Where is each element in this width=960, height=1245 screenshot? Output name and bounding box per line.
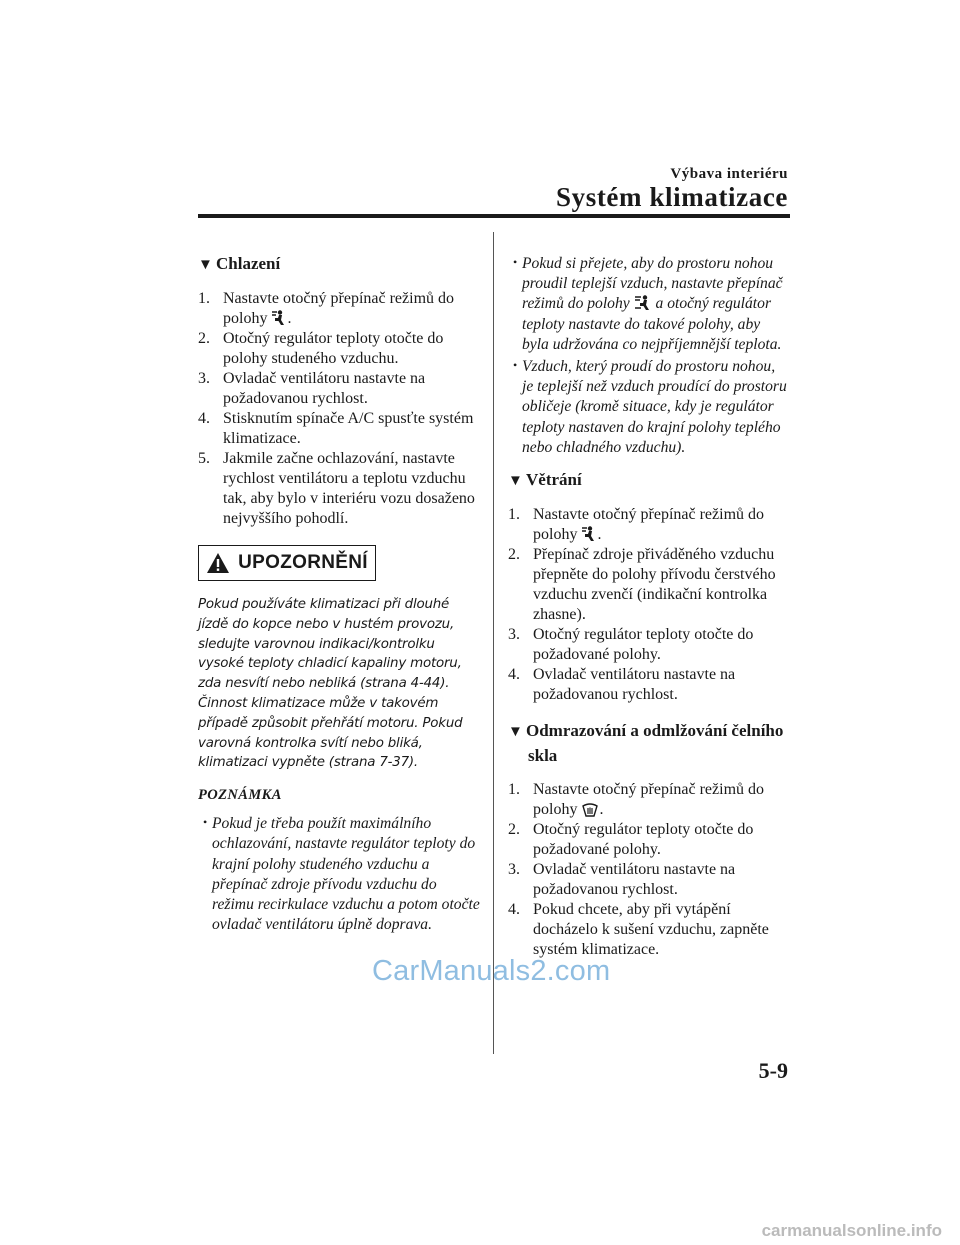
note-list-continued [508,252,790,458]
step-number: 3. [198,370,210,387]
left-column [198,252,480,935]
right-column [508,252,790,974]
section-name: Výbava interiéru [670,166,788,182]
subheading-text: Větrání [526,470,582,490]
step-text: Stisknutím spínače A/C spusťte systém klimatizace. [223,410,474,447]
step-number: 4. [508,901,520,919]
page-number: 5-9 [758,1058,788,1083]
cooling-steps [198,289,480,529]
step-text: . [287,310,292,327]
list-item [508,860,790,900]
step-text: Nastavte otočný přepínač režimů do polohy [533,506,765,544]
list-item [508,780,790,820]
step-text: Pokud chcete, aby při vytápění docházelo k sušení vzduchu, zapněte systém klimatizace. [533,901,769,959]
step-text: Ovladač ventilátoru nastavte na požadovanou rychlost. [223,370,426,407]
step-number: 1. [198,290,210,307]
warning-box [198,545,376,581]
step-number: 1. [508,781,520,799]
face-vent-mode-icon [272,310,286,326]
step-number: 5. [198,450,210,467]
list-item [508,900,790,960]
list-item [198,449,480,529]
step-text: . [597,526,602,544]
face-vent-mode-icon [582,526,596,542]
triangle-marker-icon: ▼ [508,724,523,741]
subheading-defrost [508,719,790,768]
footer-watermark: carmanualsonline.info [761,1221,942,1240]
step-text: Otočný regulátor teploty otočte do polohy studeného vzduchu. [223,330,444,367]
triangle-marker-icon: ▼ [198,257,213,273]
list-item [198,369,480,409]
step-number: 3. [508,861,520,879]
step-number: 4. [508,666,520,684]
step-text: Otočný regulátor teploty otočte do požadované polohy. [533,821,754,859]
list-item [508,820,790,860]
warning-label: UPOZORNĚNÍ [238,552,368,573]
bi-level-mode-icon [635,295,651,311]
list-item [508,625,790,665]
bullet-icon: • [513,358,518,373]
warning-icon [206,552,230,574]
step-number: 3. [508,626,520,644]
list-item [508,665,790,705]
step-number: 2. [198,330,210,347]
subheading-ventilation [508,468,790,493]
step-text: Nastavte otočný přepínač režimů do polohy [223,290,455,327]
list-item [198,812,480,935]
subheading-text: Odmrazování a odmlžování čelního skla [526,721,784,766]
list-item [508,505,790,545]
subheading-cooling [198,252,480,277]
step-number: 2. [508,821,520,839]
step-text: Ovladač ventilátoru nastavte na požadovanou rychlost. [533,666,736,704]
note-list [198,812,480,935]
list-item [508,545,790,625]
note-text: Vzduch, který proudí do prostoru nohou, je teplejší než vzduch proudící do prostoru obličeje (kromě situace, kdy je regulátor teploty nastaven do krajní polohy teplého nebo chladného vzduchu). [522,358,787,456]
windshield-defrost-icon [582,802,598,817]
step-text: Ovladač ventilátoru nastavte na požadovanou rychlost. [533,861,736,899]
step-number: 2. [508,546,520,564]
note-title: POZNÁMKA [198,787,282,804]
header-rule [198,214,790,218]
bullet-icon: • [203,815,208,830]
triangle-marker-icon: ▼ [508,473,523,490]
watermark-link[interactable]: CarManuals2.com [372,955,611,987]
bullet-icon: • [513,255,518,269]
page-title: Systém klimatizace [556,182,788,212]
step-text: Nastavte otočný přepínač režimů do polohy [533,781,765,819]
step-text: Otočný regulátor teploty otočte do požadované polohy. [533,626,754,664]
defrost-steps [508,780,790,960]
list-item [198,409,480,449]
list-item [198,289,480,329]
note-text: Pokud je třeba použít maximálního ochlazování, nastavte regulátor teploty do krajní polohy studeného vzduchu a přepínač zdroje přívodu vzduchu do režimu recirkulace vzduchu a potom otočte ovladač ventilátoru úplně doprava. [212,815,480,934]
step-text: Jakmile začne ochlazování, nastavte rychlost ventilátoru a teplotu vzduchu tak, aby bylo v interiéru vozu dosaženo nejvyššího pohodlí. [223,450,475,527]
subheading-text: Chlazení [216,254,281,273]
ventilation-steps [508,505,790,705]
step-text: Přepínač zdroje přiváděného vzduchu přepněte do polohy přívodu čerstvého vzduchu zvenčí (indikační kontrolka zhasne). [533,546,776,624]
list-item [198,329,480,369]
step-text: . [599,801,604,819]
list-item [508,355,790,458]
step-number: 4. [198,410,210,427]
column-divider [493,232,494,1054]
warning-text: Pokud používáte klimatizaci při dlouhé jízdě do kopce nebo v hustém provozu, sledujte varovnou indikaci/kontrolku vysoké teploty chladicí kapaliny motoru, zda nesvítí nebo nebliká (strana 4-44). Činnost klimatizace může v takovém případě způsobit přehřátí motoru. Pokud varovná kontrolka svítí nebo bliká, klimatizaci vypněte (strana 7-37). [198,597,463,771]
step-number: 1. [508,506,520,524]
note-text: Pokud si přejete, aby do prostoru nohou proudil teplejší vzduch, nastavte přepínač režimů do polohy [522,255,783,313]
list-item [508,252,790,355]
note-text: a otočný regulátor teploty nastavte do takové polohy, aby byla udržována co nejpříjemnější teplota. [522,295,782,353]
